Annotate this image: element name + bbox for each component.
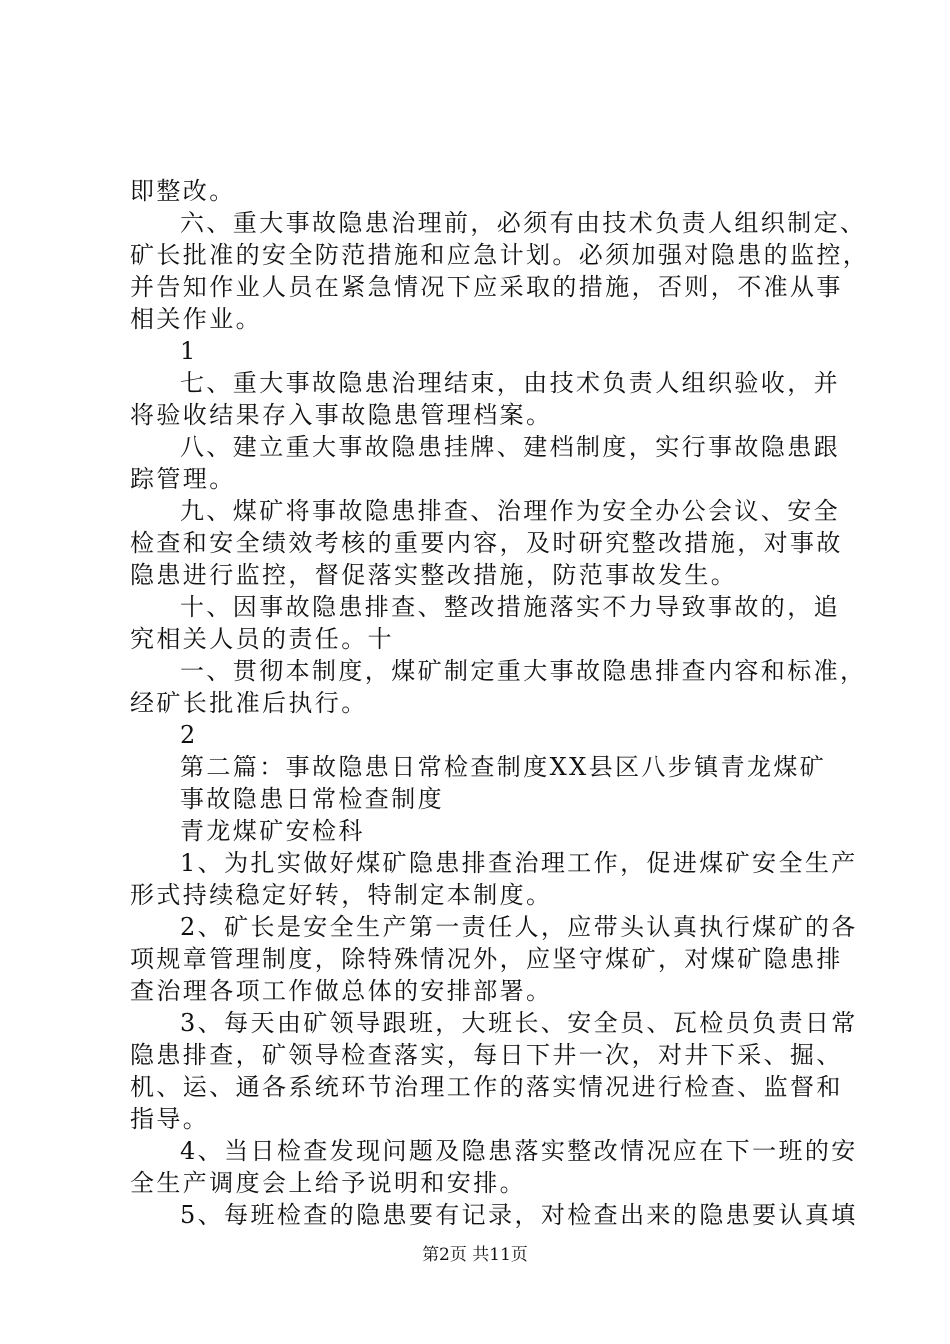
text-line: 隐患排查，矿领导检查落实，每日下井一次，对井下采、掘、: [130, 1041, 843, 1069]
text-line: 5、每班检查的隐患要有记录，对检查出来的隐患要认真填: [180, 1201, 858, 1229]
text-line: 七、重大事故隐患治理结束，由技术负责人组织验收，并: [180, 369, 840, 397]
text-line: 究相关人员的责任。十: [130, 625, 394, 653]
text-line: 隐患进行监控，督促落实整改措施，防范事故发生。: [130, 561, 738, 589]
text-line: 3、每天由矿领导跟班，大班长、安全员、瓦检员负责日常: [180, 1009, 858, 1037]
text-line: 八、建立重大事故隐患挂牌、建档制度，实行事故隐患跟: [180, 433, 840, 461]
text-line: 4、当日检查发现问题及隐患落实整改情况应在下一班的安: [180, 1137, 858, 1165]
text-line: 即整改。: [130, 177, 236, 205]
page-number-marker: 2: [180, 721, 198, 749]
text-line: 并告知作业人员在紧急情况下应采取的措施，否则，不准从事: [130, 273, 843, 301]
text-line: 形式持续稳定好转，特制定本制度。: [130, 881, 553, 909]
text-line: 查治理各项工作做总体的安排部署。: [130, 977, 553, 1005]
page-footer: 第2页 共11页: [422, 1245, 528, 1265]
text-line: 指导。: [130, 1105, 210, 1133]
text-line: 九、煤矿将事故隐患排查、治理作为安全办公会议、安全: [180, 497, 840, 525]
text-line: 一、贯彻本制度，煤矿制定重大事故隐患排查内容和标准，: [180, 657, 867, 685]
text-line: 检查和安全绩效考核的重要内容，及时研究整改措施，对事故: [130, 529, 843, 557]
text-line: 1、为扎实做好煤矿隐患排查治理工作，促进煤矿安全生产: [180, 849, 858, 877]
text-line: 2、矿长是安全生产第一责任人，应带头认真执行煤矿的各: [180, 913, 858, 941]
section-title: 第二篇：事故隐患日常检查制度XX县区八步镇青龙煤矿: [180, 753, 827, 781]
text-line: 六、重大事故隐患治理前，必须有由技术负责人组织制定、: [180, 209, 867, 237]
text-line: 矿长批准的安全防范措施和应急计划。必须加强对隐患的监控，: [130, 241, 870, 269]
page-number-marker: 1: [180, 337, 198, 365]
text-line: 十、因事故隐患排查、整改措施落实不力导致事故的，追: [180, 593, 840, 621]
text-line: 全生产调度会上给予说明和安排。: [130, 1169, 526, 1197]
text-line: 踪管理。: [130, 465, 236, 493]
text-line: 机、运、通各系统环节治理工作的落实情况进行检查、监督和: [130, 1073, 843, 1101]
text-line: 项规章管理制度，除特殊情况外，应坚守煤矿，对煤矿隐患排: [130, 945, 843, 973]
document-title: 事故隐患日常检查制度: [180, 785, 444, 813]
text-line: 经矿长批准后执行。: [130, 689, 368, 717]
text-line: 将验收结果存入事故隐患管理档案。: [130, 401, 553, 429]
department-label: 青龙煤矿安检科: [180, 817, 365, 845]
text-line: 相关作业。: [130, 305, 262, 333]
